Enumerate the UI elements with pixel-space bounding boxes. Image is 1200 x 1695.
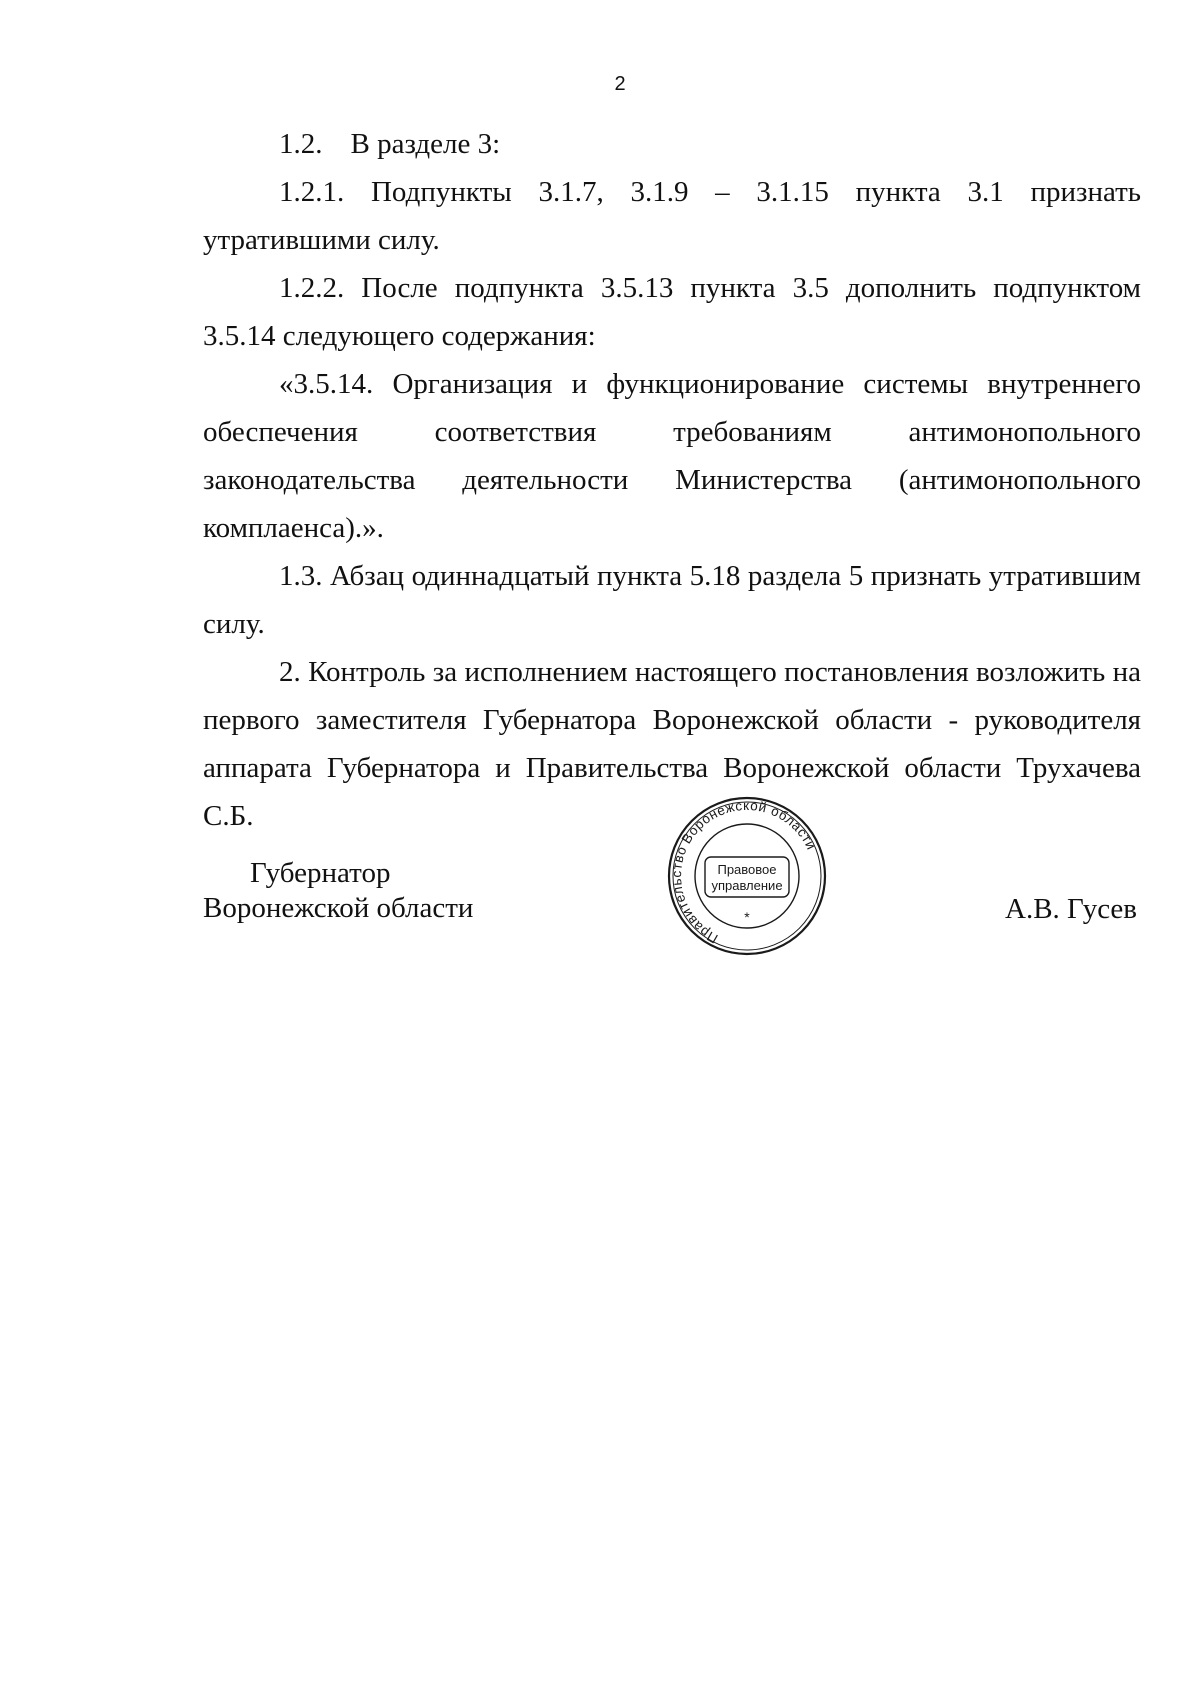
- seal-center-line2: управление: [711, 878, 783, 893]
- seal-star-icon: *: [744, 909, 750, 925]
- seal-center-line1: Правовое: [717, 862, 777, 877]
- paragraph-2: 2. Контроль за исполнением настоящего постановления возложить на первого заместителя Губернатора Воронежской области - руководителя аппарата Губернатора и Правительства Воронежской области Трухачева С.Б.: [203, 656, 1141, 832]
- seal-ring-textpath: Правительство Воронежской области: [668, 797, 820, 947]
- document-body: [203, 120, 1141, 840]
- page-number: 2: [614, 73, 626, 95]
- paragraph-1-2-text: В разделе 3:: [350, 128, 501, 160]
- paragraph-3-5-14-quote: «3.5.14. Организация и функционирование системы внутреннего обеспечения соответствия требованиям антимонопольного законодательства деятельности Министерства (антимонопольного комплаенса).».: [203, 368, 1141, 544]
- signature-title-line1: Губернатор: [250, 857, 391, 889]
- signature-title-block: [203, 856, 473, 926]
- signer-name: А.В. Гусев: [1005, 893, 1137, 925]
- official-seal: [666, 795, 828, 957]
- paragraph-1-3: 1.3. Абзац одиннадцатый пункта 5.18 раздела 5 признать утратившим силу.: [203, 560, 1141, 640]
- signature-title-line2: Воронежской области: [203, 892, 474, 924]
- paragraph-1-2: [203, 120, 1141, 168]
- paragraph-1-2-2: 1.2.2. После подпункта 3.5.13 пункта 3.5 дополнить подпунктом 3.5.14 следующего содержания:: [203, 272, 1141, 352]
- paragraph-1-2-number: 1.2.: [279, 128, 323, 160]
- paragraph-1-2-1: 1.2.1. Подпункты 3.1.7, 3.1.9 – 3.1.15 пункта 3.1 признать утратившими силу.: [203, 176, 1141, 256]
